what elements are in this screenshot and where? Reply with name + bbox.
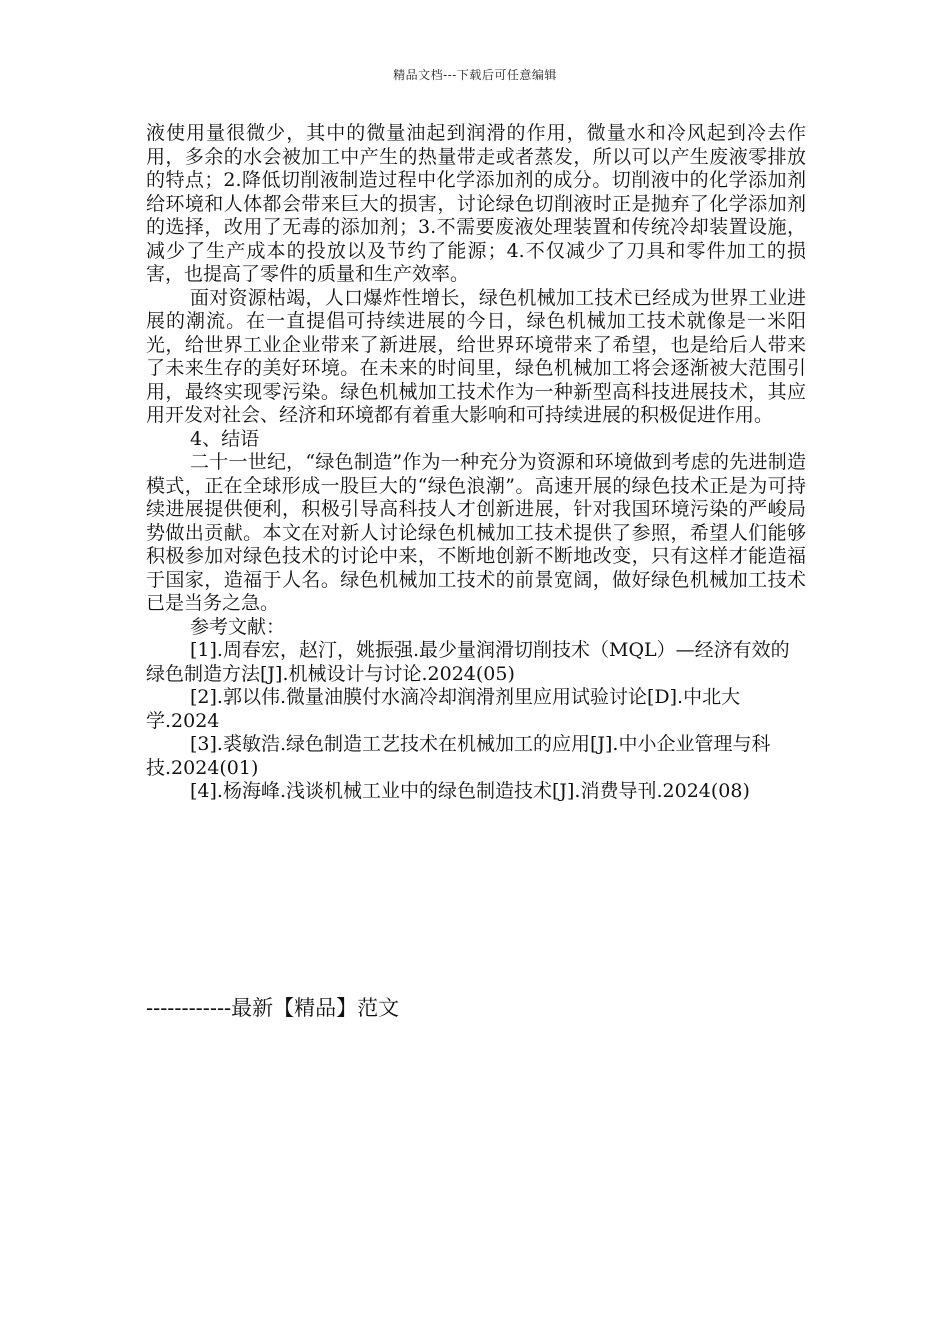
- body-paragraph: 液使用量很微少，其中的微量油起到润滑的作用，微量水和冷风起到冷去作用，多余的水会被加工中产生的热量带走或者蒸发，所以可以产生废液零排放的特点；2.降低切削液制造过程中化学添加剂的成分。切削液中的化学添加剂给环境和人体都会带来巨大的损害，讨论绿色切削液时正是抛弃了化学添加剂的选择，改用了无毒的添加剂；3.不需要废液处理装置和传统冷却装置设施，减少了生产成本的投放以及节约了能源；4.不仅减少了刀具和零件加工的损害，也提高了零件的质量和生产效率。: [146, 122, 806, 285]
- body-paragraph: 二十一世纪，“绿色制造”作为一种充分为资源和环境做到考虑的先进制造模式，正在全球形成一股巨大的“绿色浪潮”。高速开展的绿色技术正是为可持续进展提供便利，积极引导高科技人才创新进展，针对我国环境污染的严峻局势做出贡献。本文在对新人讨论绿色机械加工技术提供了参照，希望人们能够积极参加对绿色技术的讨论中来，不断地创新不断地改变，只有这样才能造福于国家，造福于人名。绿色机械加工技术的前景宽阔，做好绿色机械加工技术已是当务之急。: [146, 451, 806, 614]
- reference-item: [2].郭以伟.微量油膜付水滴冷却润滑剂里应用试验讨论[D].中北大学.2024: [146, 686, 741, 732]
- reference-item: [4].杨海峰.浅谈机械工业中的绿色制造技术[J].消费导刊.2024(08): [190, 780, 750, 802]
- page-footer: ------------最新【精品】范文: [146, 996, 400, 1020]
- reference-item: [3].裘敏浩.绿色制造工艺技术在机械加工的应用[J].中小企业管理与科技.2024(01): [146, 733, 771, 779]
- page-header: 精品文档---下载后可任意编辑: [393, 68, 557, 82]
- references-heading: 参考文献：: [190, 615, 286, 638]
- section-heading: 4、结语: [190, 427, 260, 450]
- reference-item: [1].周春宏，赵汀，姚振强.最少量润滑切削技术（MQL）—经济有效的绿色制造方法[J].机械设计与讨论.2024(05): [146, 639, 790, 685]
- document-body: [146, 122, 806, 804]
- body-paragraph: 面对资源枯竭，人口爆炸性增长，绿色机械加工技术已经成为世界工业进展的潮流。在一直提倡可持续进展的今日，绿色机械加工技术就像是一米阳光，给世界工业企业带来了新进展，给世界环境带来了希望，也是给后人带来了未来生存的美好环境。在未来的时间里，绿色机械加工将会逐渐被大范围引用，最终实现零污染。绿色机械加工技术作为一种新型高科技进展技术，其应用开发对社会、经济和环境都有着重大影响和可持续进展的积极促进作用。: [146, 286, 806, 426]
